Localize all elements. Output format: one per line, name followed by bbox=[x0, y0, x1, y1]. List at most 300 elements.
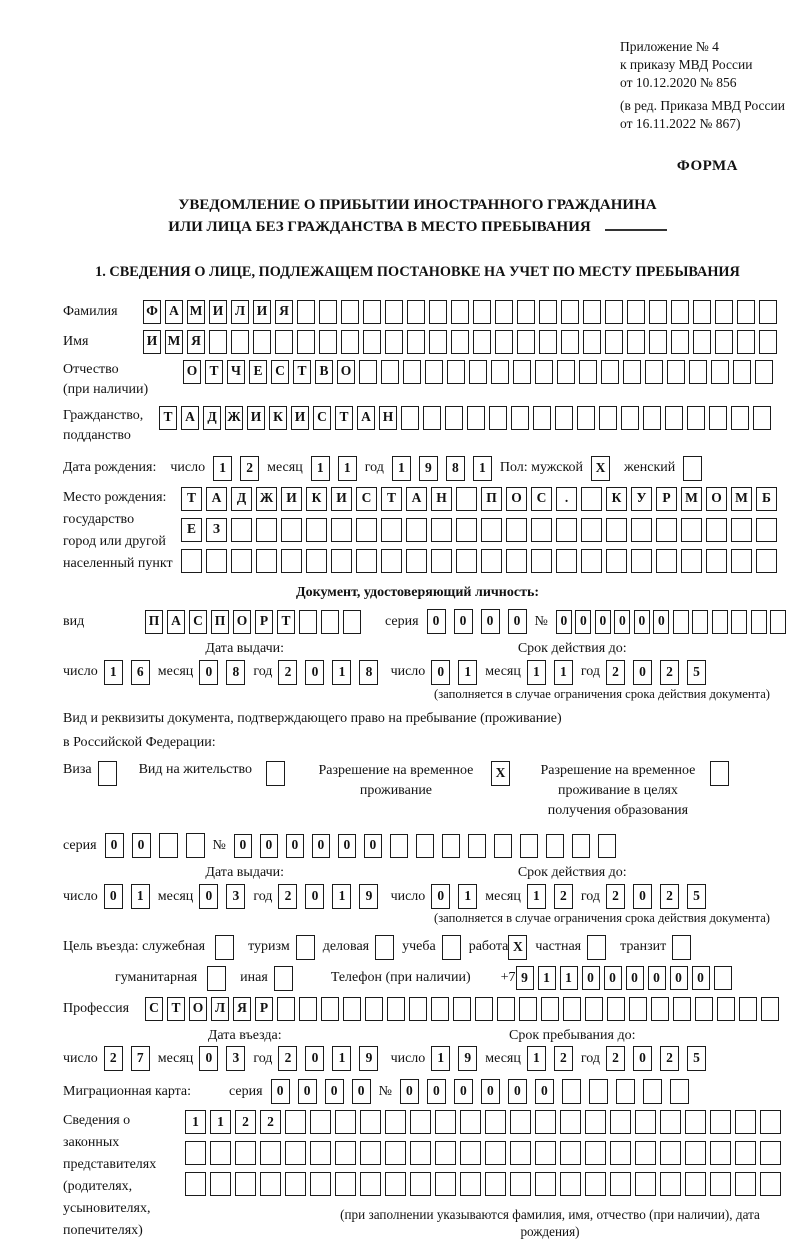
birth-place-cell[interactable] bbox=[456, 518, 477, 542]
profession-cell[interactable] bbox=[321, 997, 339, 1021]
representative-cell[interactable] bbox=[735, 1110, 756, 1134]
birth-place-cell[interactable] bbox=[206, 549, 227, 573]
representative-cell[interactable] bbox=[660, 1141, 681, 1165]
representative-cell[interactable] bbox=[285, 1172, 306, 1196]
representative-cell[interactable] bbox=[610, 1172, 631, 1196]
birth-place-cell[interactable] bbox=[356, 549, 377, 573]
surname-cell[interactable] bbox=[297, 300, 315, 324]
surname-cell[interactable]: М bbox=[187, 300, 205, 324]
representative-cell[interactable] bbox=[610, 1110, 631, 1134]
permit-number-cell[interactable] bbox=[390, 834, 408, 858]
citizenship-cell[interactable]: Д bbox=[203, 406, 221, 430]
date-cell[interactable]: 0 bbox=[199, 1046, 218, 1071]
birth-place-cell[interactable] bbox=[506, 549, 527, 573]
citizenship-cell[interactable] bbox=[621, 406, 639, 430]
patronymic-cell[interactable] bbox=[733, 360, 751, 384]
surname-cell[interactable] bbox=[759, 300, 777, 324]
date-cell[interactable]: 5 bbox=[687, 660, 706, 685]
name-cell[interactable] bbox=[605, 330, 623, 354]
birth-place-cell[interactable] bbox=[756, 549, 777, 573]
doc-number-cell[interactable]: 0 bbox=[653, 610, 669, 634]
citizenship-cell[interactable]: А bbox=[181, 406, 199, 430]
birth-place-cell[interactable] bbox=[281, 518, 302, 542]
date-cell[interactable]: 2 bbox=[278, 1046, 297, 1071]
patronymic-cell[interactable] bbox=[755, 360, 773, 384]
date-cell[interactable]: 2 bbox=[554, 1046, 573, 1071]
birth-place-cell[interactable] bbox=[256, 518, 277, 542]
patronymic-cell[interactable] bbox=[535, 360, 553, 384]
birth-place-cell[interactable] bbox=[581, 487, 602, 511]
mig-number-cell[interactable]: 0 bbox=[481, 1079, 500, 1104]
doc-number-cell[interactable]: 0 bbox=[595, 610, 611, 634]
birth-place-cell[interactable] bbox=[556, 549, 577, 573]
birth-place-cell[interactable]: Б bbox=[756, 487, 777, 511]
patronymic-cell[interactable] bbox=[667, 360, 685, 384]
citizenship-cell[interactable] bbox=[489, 406, 507, 430]
birth-place-cell[interactable] bbox=[406, 518, 427, 542]
date-cell[interactable]: 0 bbox=[431, 884, 450, 909]
patronymic-cell[interactable]: С bbox=[271, 360, 289, 384]
representative-cell[interactable] bbox=[560, 1172, 581, 1196]
doc-series-cell[interactable]: 0 bbox=[508, 609, 527, 634]
birth-place-cell[interactable] bbox=[331, 518, 352, 542]
mig-number-cell[interactable]: 0 bbox=[400, 1079, 419, 1104]
representative-cell[interactable] bbox=[460, 1110, 481, 1134]
surname-cell[interactable] bbox=[495, 300, 513, 324]
patronymic-cell[interactable] bbox=[403, 360, 421, 384]
representative-cell[interactable] bbox=[535, 1141, 556, 1165]
surname-cell[interactable] bbox=[451, 300, 469, 324]
citizenship-cell[interactable] bbox=[423, 406, 441, 430]
name-cell[interactable] bbox=[473, 330, 491, 354]
doc-type-cell[interactable]: П bbox=[211, 610, 229, 634]
date-cell[interactable]: 1 bbox=[527, 1046, 546, 1071]
date-cell[interactable]: 5 bbox=[687, 1046, 706, 1071]
birth-place-cell[interactable] bbox=[606, 549, 627, 573]
doc-series-cell[interactable]: 0 bbox=[454, 609, 473, 634]
doc-number-cell[interactable] bbox=[712, 610, 728, 634]
citizenship-cell[interactable] bbox=[467, 406, 485, 430]
citizenship-cell[interactable] bbox=[753, 406, 771, 430]
birth-day-cell[interactable]: 2 bbox=[240, 456, 259, 481]
patronymic-cell[interactable] bbox=[359, 360, 377, 384]
birth-month-cell[interactable]: 1 bbox=[338, 456, 357, 481]
name-cell[interactable] bbox=[693, 330, 711, 354]
surname-cell[interactable] bbox=[561, 300, 579, 324]
name-cell[interactable] bbox=[341, 330, 359, 354]
representative-cell[interactable] bbox=[385, 1172, 406, 1196]
citizenship-cell[interactable]: Т bbox=[335, 406, 353, 430]
birth-place-cell[interactable]: Н bbox=[431, 487, 452, 511]
birth-place-cell[interactable] bbox=[481, 549, 502, 573]
name-cell[interactable] bbox=[253, 330, 271, 354]
representative-cell[interactable] bbox=[360, 1141, 381, 1165]
date-cell[interactable]: 3 bbox=[226, 884, 245, 909]
checkbox-cell[interactable] bbox=[215, 935, 234, 960]
birth-place-cell[interactable]: Д bbox=[231, 487, 252, 511]
representative-cell[interactable] bbox=[210, 1172, 231, 1196]
citizenship-cell[interactable] bbox=[511, 406, 529, 430]
birth-place-cell[interactable]: У bbox=[631, 487, 652, 511]
date-cell[interactable]: 0 bbox=[104, 884, 123, 909]
birth-place-cell[interactable] bbox=[281, 549, 302, 573]
representative-cell[interactable] bbox=[235, 1172, 256, 1196]
representative-cell[interactable] bbox=[335, 1172, 356, 1196]
checkbox-cell[interactable] bbox=[375, 935, 394, 960]
representative-cell[interactable] bbox=[735, 1141, 756, 1165]
date-cell[interactable]: 1 bbox=[131, 884, 150, 909]
representative-cell[interactable]: 1 bbox=[185, 1110, 206, 1134]
citizenship-cell[interactable]: Ж bbox=[225, 406, 243, 430]
representative-cell[interactable] bbox=[510, 1110, 531, 1134]
doc-number-cell[interactable]: 0 bbox=[575, 610, 591, 634]
doc-type-cell[interactable]: О bbox=[233, 610, 251, 634]
doc-number-cell[interactable] bbox=[751, 610, 767, 634]
mig-number-cell[interactable]: 0 bbox=[535, 1079, 554, 1104]
birth-place-cell[interactable] bbox=[656, 518, 677, 542]
representative-cell[interactable] bbox=[585, 1172, 606, 1196]
representative-cell[interactable]: 1 bbox=[210, 1110, 231, 1134]
surname-cell[interactable] bbox=[517, 300, 535, 324]
date-cell[interactable]: 3 bbox=[226, 1046, 245, 1071]
name-cell[interactable] bbox=[737, 330, 755, 354]
representative-cell[interactable] bbox=[410, 1141, 431, 1165]
surname-cell[interactable] bbox=[429, 300, 447, 324]
date-cell[interactable]: 2 bbox=[660, 660, 679, 685]
mig-series-cell[interactable]: 0 bbox=[271, 1079, 290, 1104]
surname-cell[interactable] bbox=[649, 300, 667, 324]
representative-cell[interactable]: 2 bbox=[235, 1110, 256, 1134]
birth-place-cell[interactable] bbox=[631, 549, 652, 573]
mig-series-cell[interactable]: 0 bbox=[298, 1079, 317, 1104]
name-cell[interactable]: М bbox=[165, 330, 183, 354]
birth-place-cell[interactable] bbox=[456, 549, 477, 573]
patronymic-cell[interactable] bbox=[469, 360, 487, 384]
date-cell[interactable]: 0 bbox=[305, 1046, 324, 1071]
birth-place-cell[interactable]: И bbox=[331, 487, 352, 511]
representative-cell[interactable] bbox=[360, 1172, 381, 1196]
checkbox-cell[interactable] bbox=[710, 761, 729, 786]
profession-cell[interactable] bbox=[475, 997, 493, 1021]
date-cell[interactable]: 5 bbox=[687, 884, 706, 909]
doc-type-cell[interactable] bbox=[321, 610, 339, 634]
patronymic-cell[interactable] bbox=[711, 360, 729, 384]
date-cell[interactable]: 1 bbox=[527, 660, 546, 685]
permit-number-cell[interactable]: 0 bbox=[364, 834, 382, 858]
name-cell[interactable] bbox=[297, 330, 315, 354]
birth-place-cell[interactable] bbox=[356, 518, 377, 542]
name-cell[interactable] bbox=[561, 330, 579, 354]
representative-cell[interactable] bbox=[585, 1110, 606, 1134]
patronymic-cell[interactable] bbox=[557, 360, 575, 384]
checkbox-cell[interactable] bbox=[266, 761, 285, 786]
representative-cell[interactable] bbox=[410, 1172, 431, 1196]
birth-place-cell[interactable]: О bbox=[706, 487, 727, 511]
birth-place-cell[interactable]: Е bbox=[181, 518, 202, 542]
birth-place-cell[interactable] bbox=[481, 518, 502, 542]
name-cell[interactable] bbox=[517, 330, 535, 354]
citizenship-cell[interactable]: К bbox=[269, 406, 287, 430]
representative-cell[interactable] bbox=[285, 1141, 306, 1165]
birth-place-cell[interactable] bbox=[581, 549, 602, 573]
representative-cell[interactable] bbox=[385, 1110, 406, 1134]
mig-number-cell[interactable]: 0 bbox=[454, 1079, 473, 1104]
permit-number-cell[interactable] bbox=[546, 834, 564, 858]
birth-place-cell[interactable] bbox=[256, 549, 277, 573]
profession-cell[interactable]: О bbox=[189, 997, 207, 1021]
surname-cell[interactable]: И bbox=[209, 300, 227, 324]
profession-cell[interactable] bbox=[343, 997, 361, 1021]
profession-cell[interactable] bbox=[409, 997, 427, 1021]
representative-cell[interactable] bbox=[310, 1110, 331, 1134]
permit-series-cell[interactable]: 0 bbox=[132, 833, 151, 858]
citizenship-cell[interactable]: А bbox=[357, 406, 375, 430]
date-cell[interactable]: 1 bbox=[458, 884, 477, 909]
date-cell[interactable]: 1 bbox=[527, 884, 546, 909]
doc-number-cell[interactable] bbox=[731, 610, 747, 634]
representative-cell[interactable] bbox=[185, 1172, 206, 1196]
patronymic-cell[interactable] bbox=[381, 360, 399, 384]
profession-cell[interactable] bbox=[277, 997, 295, 1021]
birth-place-cell[interactable] bbox=[656, 549, 677, 573]
doc-series-cell[interactable]: 0 bbox=[481, 609, 500, 634]
birth-place-cell[interactable]: Р bbox=[656, 487, 677, 511]
representative-cell[interactable] bbox=[710, 1110, 731, 1134]
checkbox-cell[interactable] bbox=[98, 761, 117, 786]
phone-cell[interactable]: 1 bbox=[560, 966, 578, 990]
permit-number-cell[interactable]: 0 bbox=[260, 834, 278, 858]
permit-number-cell[interactable] bbox=[494, 834, 512, 858]
date-cell[interactable]: 2 bbox=[660, 1046, 679, 1071]
patronymic-cell[interactable] bbox=[689, 360, 707, 384]
profession-cell[interactable] bbox=[651, 997, 669, 1021]
doc-number-cell[interactable] bbox=[770, 610, 786, 634]
birth-place-cell[interactable]: С bbox=[531, 487, 552, 511]
patronymic-cell[interactable] bbox=[447, 360, 465, 384]
name-cell[interactable] bbox=[319, 330, 337, 354]
date-cell[interactable]: 0 bbox=[305, 884, 324, 909]
name-cell[interactable] bbox=[715, 330, 733, 354]
representative-cell[interactable] bbox=[760, 1141, 781, 1165]
surname-cell[interactable] bbox=[407, 300, 425, 324]
permit-number-cell[interactable] bbox=[572, 834, 590, 858]
birth-place-cell[interactable]: О bbox=[506, 487, 527, 511]
patronymic-cell[interactable] bbox=[601, 360, 619, 384]
representative-cell[interactable] bbox=[485, 1172, 506, 1196]
representative-cell[interactable] bbox=[435, 1110, 456, 1134]
date-cell[interactable]: 1 bbox=[458, 660, 477, 685]
profession-cell[interactable]: Я bbox=[233, 997, 251, 1021]
representative-cell[interactable] bbox=[260, 1172, 281, 1196]
representative-cell[interactable] bbox=[735, 1172, 756, 1196]
birth-place-cell[interactable]: Т bbox=[381, 487, 402, 511]
surname-cell[interactable]: Л bbox=[231, 300, 249, 324]
representative-cell[interactable] bbox=[660, 1172, 681, 1196]
name-cell[interactable] bbox=[539, 330, 557, 354]
profession-cell[interactable] bbox=[607, 997, 625, 1021]
name-cell[interactable] bbox=[627, 330, 645, 354]
representative-cell[interactable] bbox=[360, 1110, 381, 1134]
representative-cell[interactable] bbox=[435, 1172, 456, 1196]
profession-cell[interactable] bbox=[717, 997, 735, 1021]
birth-year-cell[interactable]: 1 bbox=[473, 456, 492, 481]
birth-place-cell[interactable] bbox=[306, 549, 327, 573]
representative-cell[interactable] bbox=[310, 1172, 331, 1196]
date-cell[interactable]: 2 bbox=[660, 884, 679, 909]
birth-place-cell[interactable] bbox=[606, 518, 627, 542]
doc-number-cell[interactable] bbox=[692, 610, 708, 634]
birth-place-cell[interactable]: М bbox=[681, 487, 702, 511]
citizenship-cell[interactable] bbox=[665, 406, 683, 430]
checkbox-cell[interactable] bbox=[672, 935, 691, 960]
doc-number-cell[interactable] bbox=[673, 610, 689, 634]
patronymic-cell[interactable]: В bbox=[315, 360, 333, 384]
checkbox-cell[interactable] bbox=[683, 456, 702, 481]
patronymic-cell[interactable]: О bbox=[183, 360, 201, 384]
profession-cell[interactable] bbox=[629, 997, 647, 1021]
date-cell[interactable]: 9 bbox=[458, 1046, 477, 1071]
birth-place-cell[interactable] bbox=[681, 549, 702, 573]
citizenship-cell[interactable] bbox=[577, 406, 595, 430]
birth-place-cell[interactable] bbox=[706, 518, 727, 542]
birth-place-cell[interactable]: Т bbox=[181, 487, 202, 511]
representative-cell[interactable] bbox=[510, 1172, 531, 1196]
phone-cell[interactable]: 0 bbox=[692, 966, 710, 990]
date-cell[interactable]: 0 bbox=[199, 884, 218, 909]
name-cell[interactable]: Я bbox=[187, 330, 205, 354]
doc-type-cell[interactable] bbox=[343, 610, 361, 634]
birth-place-cell[interactable] bbox=[531, 518, 552, 542]
surname-cell[interactable] bbox=[715, 300, 733, 324]
doc-type-cell[interactable]: П bbox=[145, 610, 163, 634]
representative-cell[interactable] bbox=[635, 1141, 656, 1165]
mig-number-cell[interactable] bbox=[562, 1079, 581, 1104]
birth-place-cell[interactable] bbox=[231, 518, 252, 542]
date-cell[interactable]: 6 bbox=[131, 660, 150, 685]
profession-cell[interactable] bbox=[519, 997, 537, 1021]
checkbox-cell[interactable] bbox=[296, 935, 315, 960]
surname-cell[interactable]: И bbox=[253, 300, 271, 324]
date-cell[interactable]: 9 bbox=[359, 884, 378, 909]
date-cell[interactable]: 9 bbox=[359, 1046, 378, 1071]
birth-place-cell[interactable]: С bbox=[356, 487, 377, 511]
checkbox-cell[interactable] bbox=[442, 935, 461, 960]
profession-cell[interactable] bbox=[299, 997, 317, 1021]
date-cell[interactable]: 0 bbox=[431, 660, 450, 685]
profession-cell[interactable]: Р bbox=[255, 997, 273, 1021]
birth-place-cell[interactable] bbox=[581, 518, 602, 542]
representative-cell[interactable] bbox=[760, 1172, 781, 1196]
birth-place-cell[interactable] bbox=[306, 518, 327, 542]
name-cell[interactable] bbox=[583, 330, 601, 354]
mig-number-cell[interactable]: 0 bbox=[508, 1079, 527, 1104]
birth-place-cell[interactable] bbox=[456, 487, 477, 511]
permit-number-cell[interactable]: 0 bbox=[286, 834, 304, 858]
patronymic-cell[interactable] bbox=[645, 360, 663, 384]
patronymic-cell[interactable] bbox=[513, 360, 531, 384]
citizenship-cell[interactable] bbox=[687, 406, 705, 430]
representative-cell[interactable] bbox=[185, 1141, 206, 1165]
representative-cell[interactable] bbox=[635, 1172, 656, 1196]
birth-place-cell[interactable] bbox=[731, 518, 752, 542]
birth-place-cell[interactable] bbox=[231, 549, 252, 573]
patronymic-cell[interactable]: О bbox=[337, 360, 355, 384]
surname-cell[interactable]: А bbox=[165, 300, 183, 324]
name-cell[interactable] bbox=[275, 330, 293, 354]
doc-number-cell[interactable]: 0 bbox=[634, 610, 650, 634]
name-cell[interactable] bbox=[363, 330, 381, 354]
representative-cell[interactable] bbox=[685, 1172, 706, 1196]
checkbox-cell[interactable] bbox=[274, 966, 293, 991]
patronymic-cell[interactable] bbox=[425, 360, 443, 384]
profession-cell[interactable] bbox=[431, 997, 449, 1021]
surname-cell[interactable]: Ф bbox=[143, 300, 161, 324]
citizenship-cell[interactable]: Т bbox=[159, 406, 177, 430]
doc-type-cell[interactable]: С bbox=[189, 610, 207, 634]
doc-number-cell[interactable]: 0 bbox=[556, 610, 572, 634]
name-cell[interactable] bbox=[495, 330, 513, 354]
representative-cell[interactable] bbox=[660, 1110, 681, 1134]
date-cell[interactable]: 1 bbox=[431, 1046, 450, 1071]
name-cell[interactable] bbox=[671, 330, 689, 354]
date-cell[interactable]: 7 bbox=[131, 1046, 150, 1071]
name-cell[interactable]: И bbox=[143, 330, 161, 354]
birth-month-cell[interactable]: 1 bbox=[311, 456, 330, 481]
representative-cell[interactable] bbox=[685, 1110, 706, 1134]
doc-number-cell[interactable]: 0 bbox=[614, 610, 630, 634]
date-cell[interactable]: 8 bbox=[359, 660, 378, 685]
date-cell[interactable]: 0 bbox=[633, 660, 652, 685]
surname-cell[interactable] bbox=[363, 300, 381, 324]
birth-year-cell[interactable]: 9 bbox=[419, 456, 438, 481]
birth-place-cell[interactable] bbox=[181, 549, 202, 573]
date-cell[interactable]: 2 bbox=[606, 660, 625, 685]
representative-cell[interactable] bbox=[560, 1141, 581, 1165]
birth-place-cell[interactable] bbox=[631, 518, 652, 542]
birth-place-cell[interactable] bbox=[431, 518, 452, 542]
phone-cell[interactable]: 9 bbox=[516, 966, 534, 990]
permit-number-cell[interactable]: 0 bbox=[338, 834, 356, 858]
citizenship-cell[interactable]: С bbox=[313, 406, 331, 430]
profession-cell[interactable] bbox=[695, 997, 713, 1021]
profession-cell[interactable]: С bbox=[145, 997, 163, 1021]
mig-number-cell[interactable] bbox=[643, 1079, 662, 1104]
citizenship-cell[interactable] bbox=[599, 406, 617, 430]
mig-number-cell[interactable] bbox=[616, 1079, 635, 1104]
name-cell[interactable] bbox=[649, 330, 667, 354]
citizenship-cell[interactable]: Н bbox=[379, 406, 397, 430]
date-cell[interactable]: 1 bbox=[332, 884, 351, 909]
checkbox-cell[interactable]: X bbox=[491, 761, 510, 786]
name-cell[interactable] bbox=[407, 330, 425, 354]
surname-cell[interactable] bbox=[605, 300, 623, 324]
representative-cell[interactable] bbox=[210, 1141, 231, 1165]
representative-cell[interactable] bbox=[260, 1141, 281, 1165]
representative-cell[interactable] bbox=[585, 1141, 606, 1165]
representative-cell[interactable] bbox=[685, 1141, 706, 1165]
birth-place-cell[interactable]: Ж bbox=[256, 487, 277, 511]
representative-cell[interactable] bbox=[335, 1141, 356, 1165]
birth-place-cell[interactable]: К bbox=[306, 487, 327, 511]
citizenship-cell[interactable]: И bbox=[291, 406, 309, 430]
date-cell[interactable]: 2 bbox=[278, 660, 297, 685]
patronymic-cell[interactable]: Т bbox=[293, 360, 311, 384]
date-cell[interactable]: 1 bbox=[104, 660, 123, 685]
doc-type-cell[interactable]: А bbox=[167, 610, 185, 634]
birth-place-cell[interactable] bbox=[706, 549, 727, 573]
surname-cell[interactable] bbox=[341, 300, 359, 324]
phone-cell[interactable]: 0 bbox=[648, 966, 666, 990]
